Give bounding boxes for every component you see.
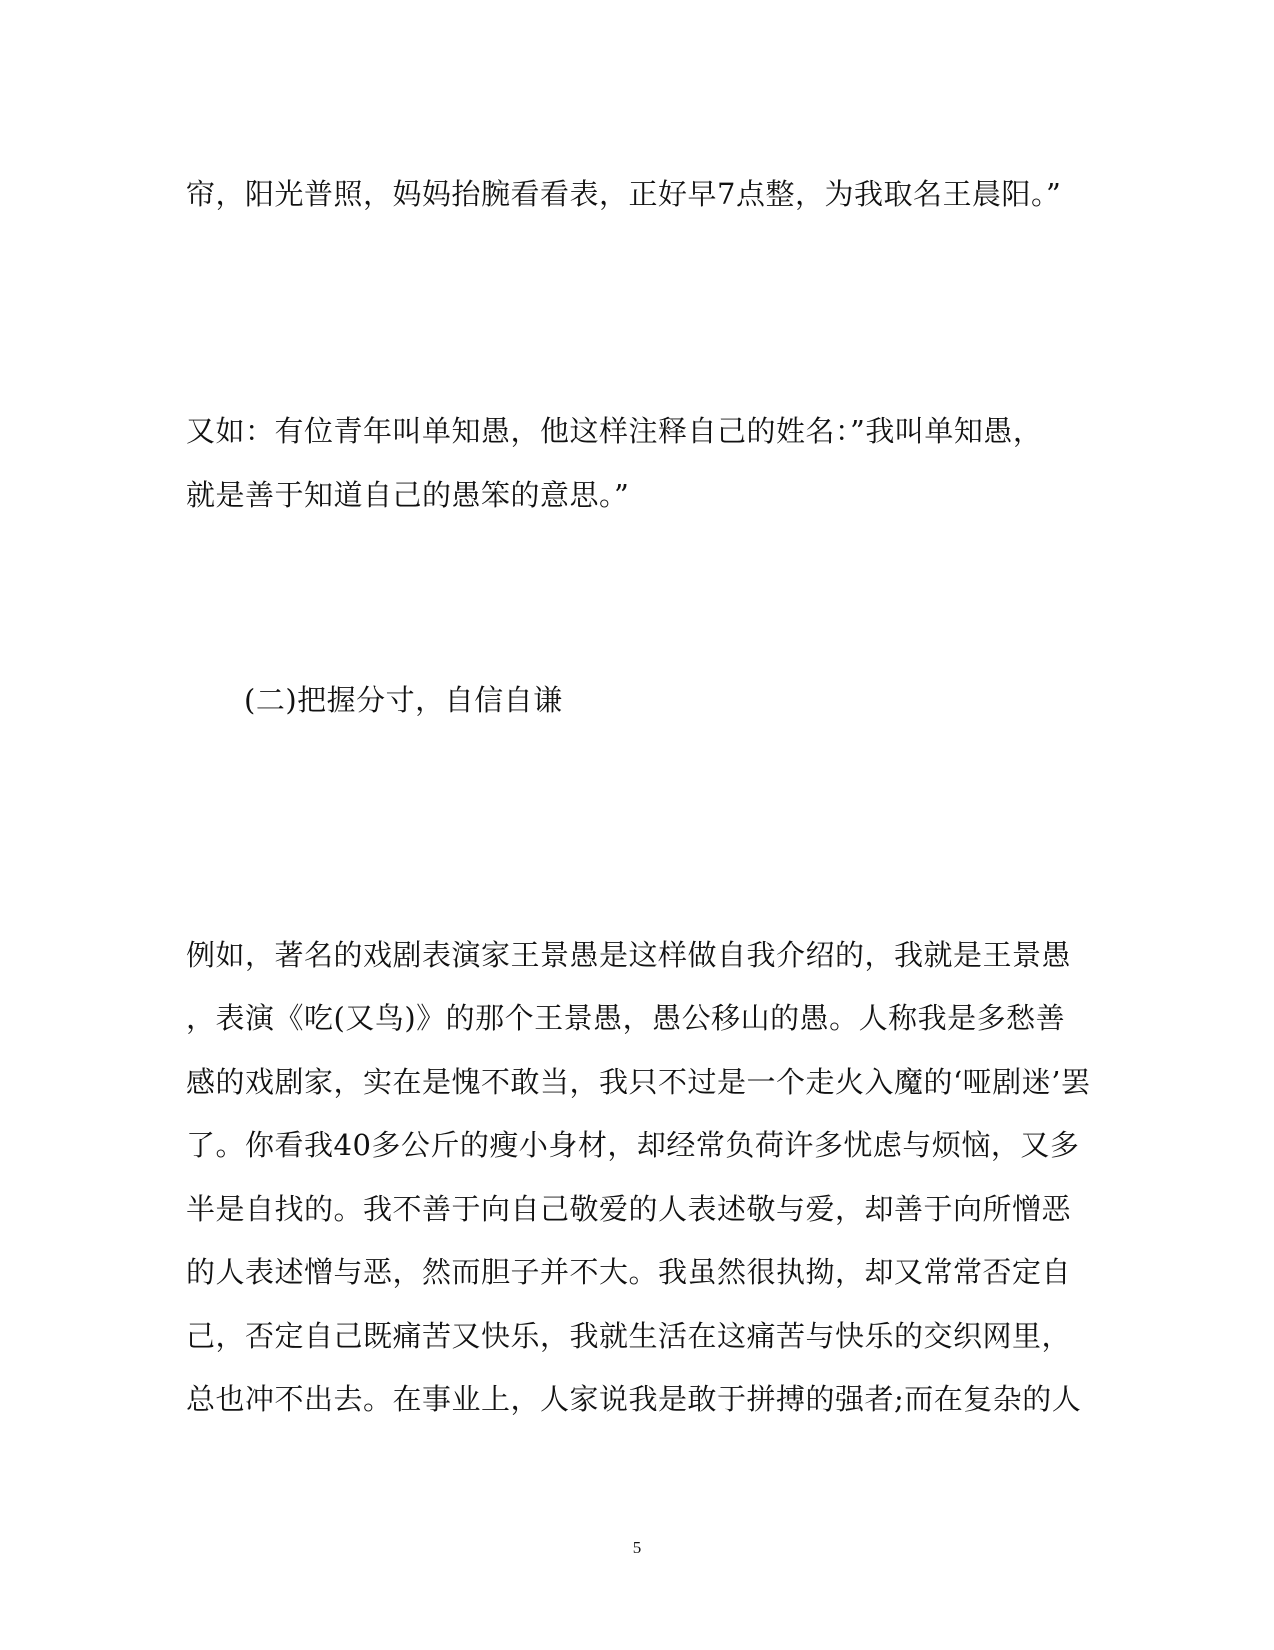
paragraph-1-line-1: 帘，阳光普照，妈妈抬腕看看表，正好早7点整，为我取名王晨阳。”	[186, 177, 1062, 211]
paragraph-3-line-3: 感的戏剧家，实在是愧不敢当，我只不过是一个走火入魔的‘哑剧迷’罢	[186, 1065, 1091, 1099]
paragraph-3-line-2: ，表演《吃(又鸟)》的那个王景愚，愚公移山的愚。人称我是多愁善	[186, 1001, 1066, 1035]
paragraph-3-line-7: 己，否定自己既痛苦又快乐，我就生活在这痛苦与快乐的交织网里，	[186, 1319, 1072, 1353]
section-heading: (二)把握分寸，自信自谦	[244, 683, 563, 717]
paragraph-3-line-6: 的人表述憎与恶，然而胆子并不大。我虽然很执拗，却又常常否定自	[186, 1255, 1072, 1289]
paragraph-3-line-1: 例如，著名的戏剧表演家王景愚是这样做自我介绍的，我就是王景愚	[186, 938, 1072, 972]
paragraph-2-line-1: 又如：有位青年叫单知愚，他这样注释自己的姓名：”我叫单知愚，	[186, 414, 1043, 448]
paragraph-3-line-8: 总也冲不出去。在事业上，人家说我是敢于拼搏的强者;而在复杂的人	[186, 1382, 1082, 1416]
paragraph-3-line-4: 了。你看我40多公斤的瘦小身材，却经常负荷许多忧虑与烦恼，又多	[186, 1128, 1080, 1162]
paragraph-3-line-5: 半是自找的。我不善于向自己敬爱的人表述敬与爱，却善于向所憎恶	[186, 1192, 1072, 1226]
page-number: 5	[632, 1538, 642, 1557]
paragraph-2-line-2: 就是善于知道自己的愚笨的意思。”	[186, 478, 630, 512]
